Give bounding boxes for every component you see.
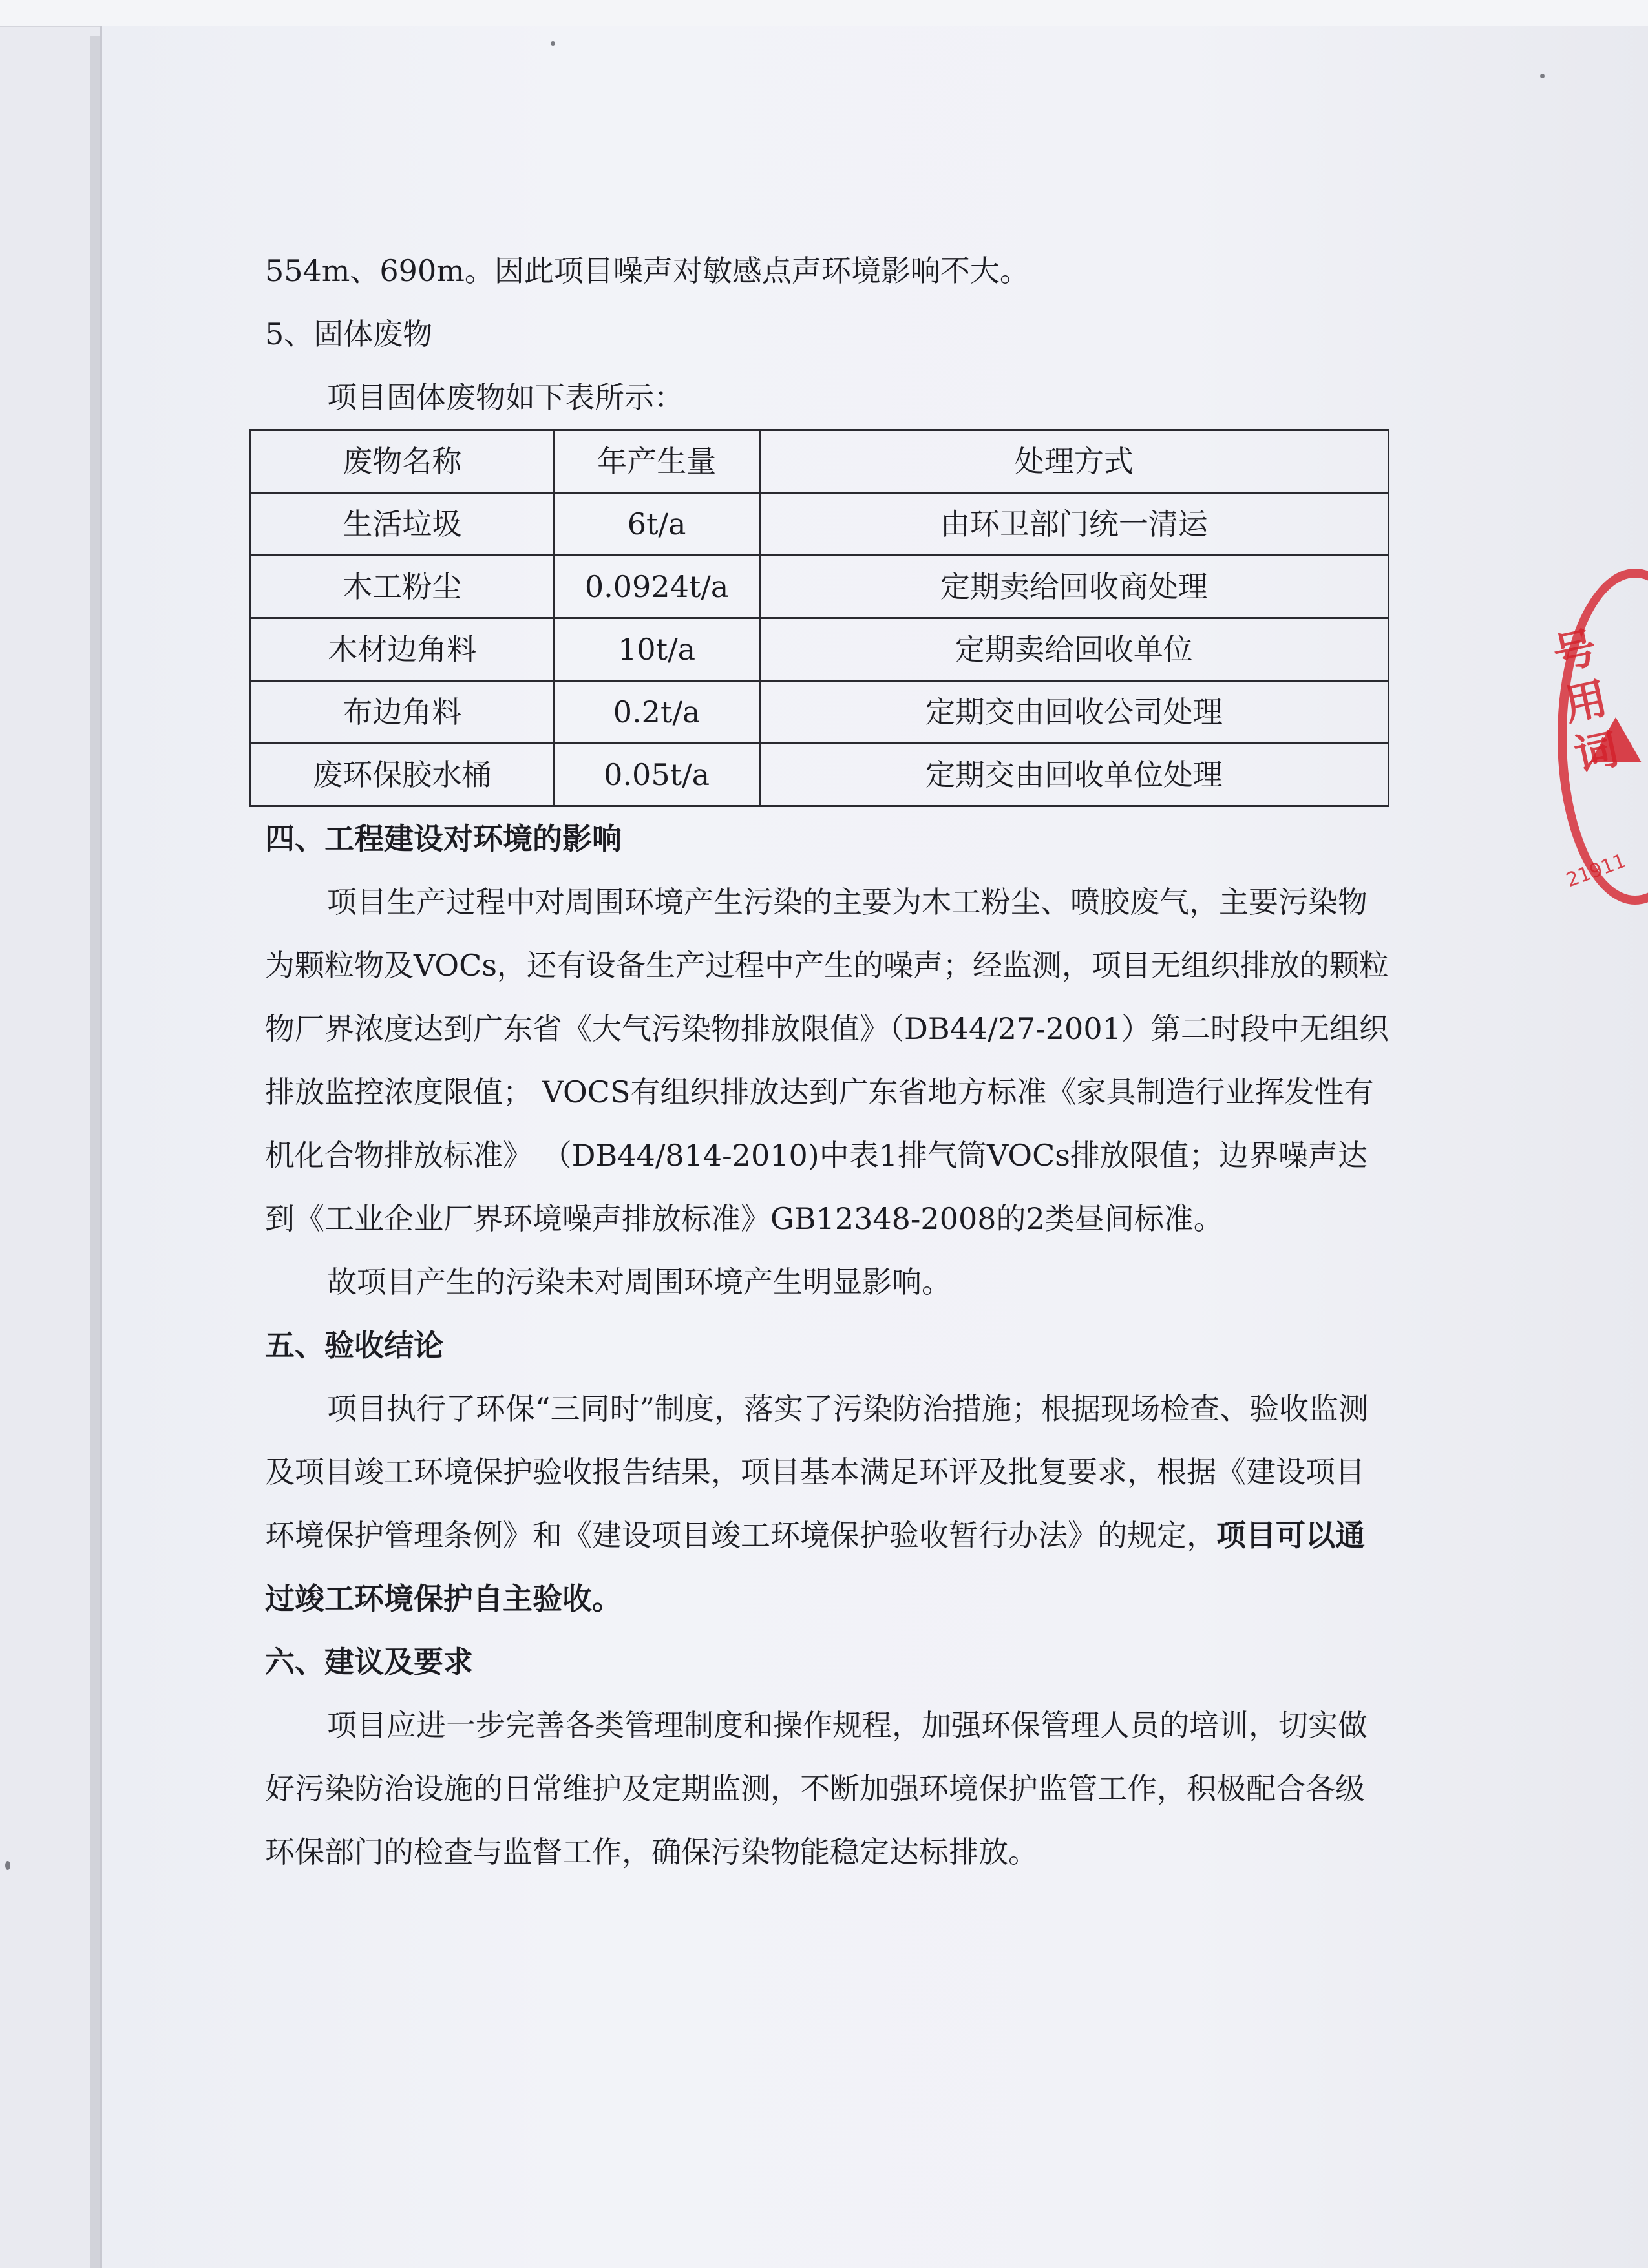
table-header-cell: 年产生量 [554,430,759,493]
table-header-row [251,430,1389,493]
table-cell: 定期交由回收单位处理 [759,744,1388,806]
table-cell: 由环卫部门统一清运 [759,493,1388,556]
table-row [251,493,1389,556]
table-cell: 生活垃圾 [251,493,554,556]
section-four-conclusion: 故项目产生的污染未对周围环境产生明显影响。 [327,1265,951,1299]
section-four-paragraph: 项目生产过程中对周围环境产生污染的主要为木工粉尘、喷胶废气，主要污染物为颗粒物及VOCs，还有设备生产过程中产生的噪声；经监测，项目无组织排放的颗粒物厂界浓度达到广东省《大气污染物排放限值》（DB44/27-2001）第二时段中无组织排放监控浓度限值； VOCS有组织排放达到广东省地方标准《家具制造行业挥发性有机化合物排放标准》 （DB44/814-2010)中表1排气筒VOCs排放限值；边界噪声达到《工业企业厂界环境噪声排放标准》GB12348-2008的2类昼间标准。 [265,885,1389,1236]
table-header-cell: 废物名称 [251,430,554,493]
section-5-lead: 项目固体废物如下表所示： [327,380,684,415]
table-cell: 木工粉尘 [251,556,554,618]
section-four-title: 四、工程建设对环境的影响 [265,821,622,856]
table-cell: 定期交由回收公司处理 [759,681,1388,744]
scan-speck [1540,74,1545,78]
section-five-text: 项目执行了环保“三同时”制度，落实了污染防治措施；根据现场检查、验收监测及项目竣工环境保护验收报告结果，项目基本满足环评及批复要求，根据《建设项目环境保护管理条例》和《建设项目竣工环境保护验收暂行办法》的规定， [265,1391,1369,1553]
seal-star-icon [1590,717,1642,762]
section-six-title: 六、建议及要求 [265,1644,473,1679]
table-row [251,744,1389,806]
table-cell: 定期卖给回收商处理 [759,556,1388,618]
official-seal-number: 21911 [1563,849,1629,892]
scan-speck [5,1861,10,1870]
table-cell: 6t/a [554,493,759,556]
table-cell: 10t/a [554,618,759,681]
solid-waste-table [249,429,1389,807]
table-header-cell: 处理方式 [759,430,1388,493]
scan-top-edge [0,0,1648,27]
section-five-bold-conclusion: 项目可以通过竣工环境保护自主验收。 [265,1518,1365,1616]
table-cell: 布边角料 [251,681,554,744]
document-body [265,239,1389,1884]
section-five-title: 五、验收结论 [265,1328,443,1363]
table-cell: 0.0924t/a [554,556,759,618]
table-row [251,618,1389,681]
section-five-paragraph [265,1377,1389,1630]
scan-speck [551,41,555,46]
table-row [251,681,1389,744]
official-seal-text: 号用词 [1548,622,1623,781]
table-cell: 木材边角料 [251,618,554,681]
table-cell: 定期卖给回收单位 [759,618,1388,681]
section-six-paragraph: 项目应进一步完善各类管理制度和操作规程，加强环保管理人员的培训，切实做好污染防治设施的日常维护及定期监测，不断加强环境保护监管工作，积极配合各级环保部门的检查与监督工作，确保污染物能稳定达标排放。 [265,1708,1368,1869]
section-5-title: 5、固体废物 [265,317,433,352]
table-row [251,556,1389,618]
table-cell: 0.05t/a [554,744,759,806]
table-cell: 0.2t/a [554,681,759,744]
intro-line: 554m、690m。因此项目噪声对敏感点声环境影响不大。 [265,253,1030,288]
table-cell: 废环保胶水桶 [251,744,554,806]
